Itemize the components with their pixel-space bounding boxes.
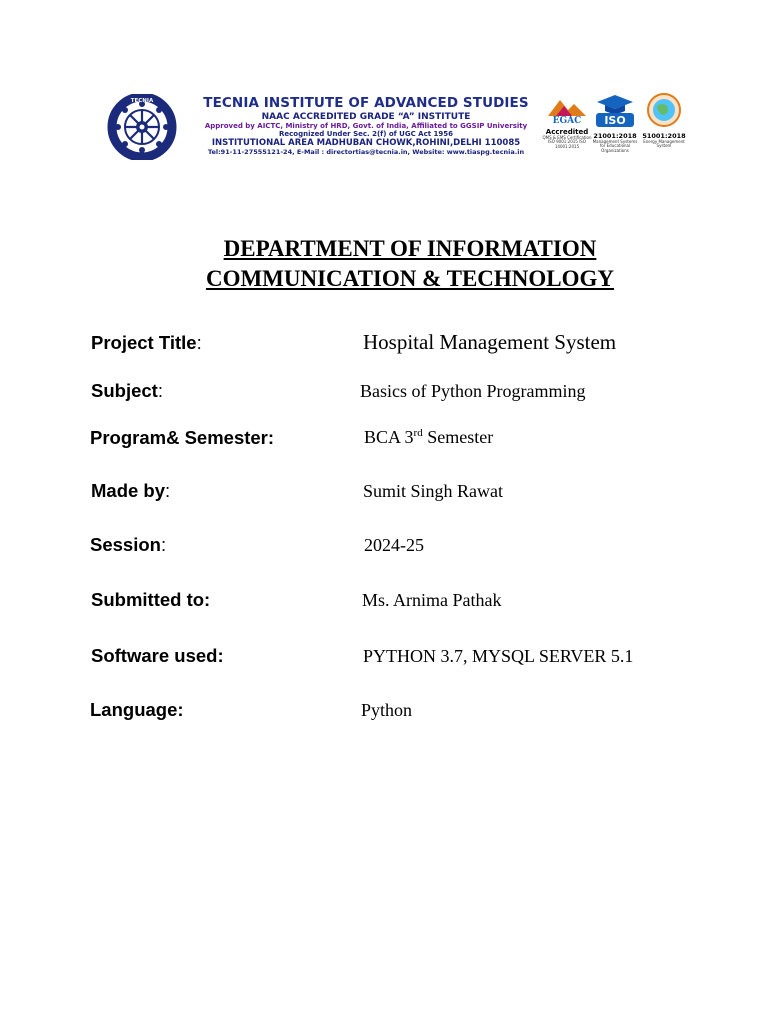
department-heading xyxy=(150,234,670,294)
egac-logo-icon xyxy=(542,92,592,124)
project-title-value: Hospital Management System xyxy=(363,330,617,354)
made-by-label: Made by: xyxy=(91,480,171,501)
energy-number: 51001:2018 xyxy=(642,132,686,140)
globe-energy-icon xyxy=(640,92,688,128)
subject-value: Basics of Python Programming xyxy=(360,381,586,401)
institute-name: TECNIA INSTITUTE OF ADVANCED STUDIES xyxy=(203,95,529,111)
made-by-value: Sumit Singh Rawat xyxy=(363,481,504,501)
software-used-value: PYTHON 3.7, MYSQL SERVER 5.1 xyxy=(363,646,634,666)
project-title-label: Project Title: xyxy=(91,332,202,353)
energy-small-text: Energy Management System xyxy=(643,139,685,149)
svg-text:EGAC: EGAC xyxy=(552,116,582,124)
institute-contact: Tel:91-11-27555121-24, E-Mail : directortias@tecnia.in, Website: www.tiaspg.tecnia.in xyxy=(207,148,525,156)
iso-badge xyxy=(592,92,638,153)
heading-line-2: COMMUNICATION & TECHNOLOGY xyxy=(205,266,615,291)
institute-text-block xyxy=(180,97,552,156)
egac-small-text: QMS & EMS Certification ISO 9001:2015 ISO 14001:2015 xyxy=(542,135,592,149)
institute-banner xyxy=(104,88,688,166)
svg-text:TECNIA: TECNIA xyxy=(130,98,154,104)
energy-badge xyxy=(640,92,688,149)
egac-badge xyxy=(542,92,592,149)
approval-line: Approved by AICTC, Ministry of HRD, Govt. of India, Affiliated to GGSIP University xyxy=(204,121,528,130)
iso-number: 21001:2018 xyxy=(593,132,637,140)
recognition-line: Recognized Under Sec. 2(f) of UGC Act 1956 xyxy=(279,129,453,138)
submitted-to-label: Submitted to: xyxy=(91,589,211,610)
language-label: Language: xyxy=(90,699,184,720)
naac-grade: NAAC ACCREDITED GRADE “A” INSTITUTE xyxy=(261,111,471,122)
heading-line-1: DEPARTMENT OF INFORMATION xyxy=(223,236,597,261)
subject-label: Subject: xyxy=(91,380,163,401)
software-used-label: Software used: xyxy=(91,645,224,666)
institute-address: INSTITUTIONAL AREA MADHUBAN CHOWK,ROHINI,DELHI 110085 xyxy=(211,137,521,148)
svg-text:ISO: ISO xyxy=(604,114,626,127)
iso-graduation-cap-icon xyxy=(592,92,638,128)
egac-accredited: Accredited xyxy=(545,128,589,136)
submitted-to-value: Ms. Arnima Pathak xyxy=(362,590,502,610)
tecnia-seal-icon xyxy=(104,94,180,160)
iso-small-text: Management Systems for Educational Organizations xyxy=(592,139,638,153)
program-semester-value: BCA 3rd Semester xyxy=(364,427,494,447)
session-value: 2024-25 xyxy=(364,535,424,555)
session-label: Session: xyxy=(90,534,167,555)
program-semester-label: Program& Semester: xyxy=(90,427,275,448)
language-value: Python xyxy=(361,700,413,720)
